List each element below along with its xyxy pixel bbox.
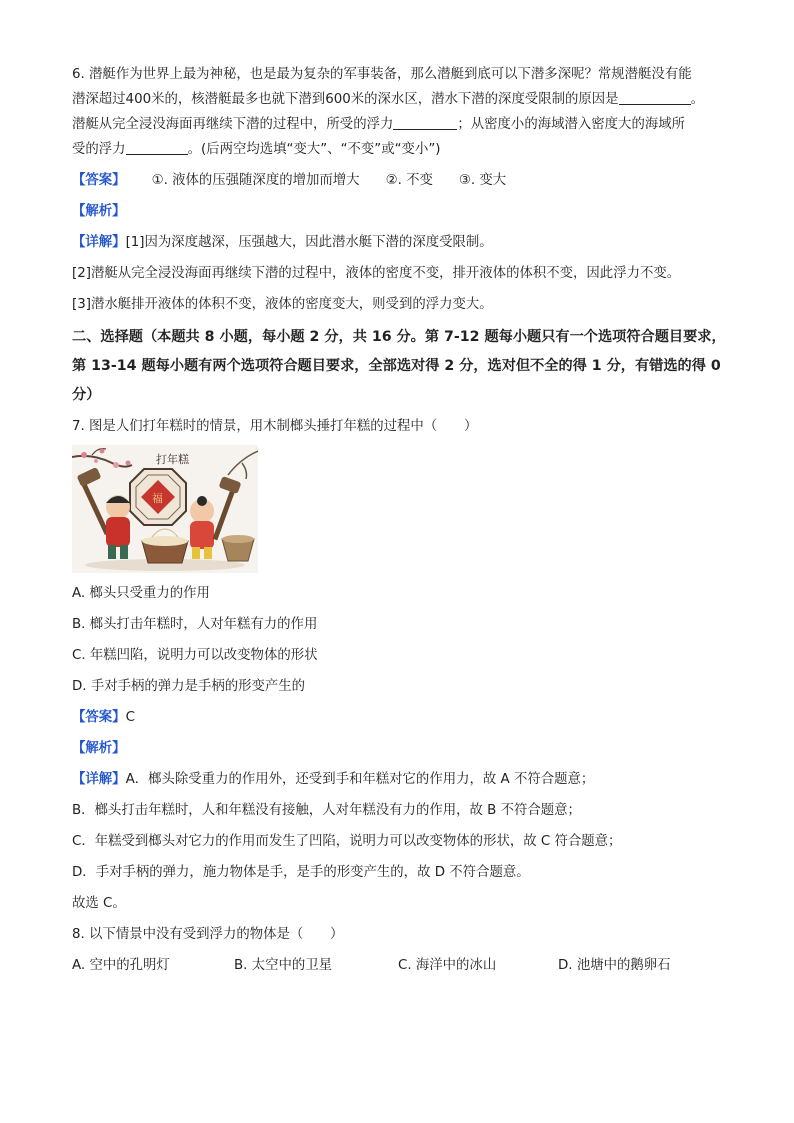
figure-caption: 打年糕: [156, 453, 189, 466]
section-2-heading: 二、选择题（本题共 8 小题，每小题 2 分，共 16 分。第 7-12 题每小题只有一个选项符合题目要求，第 13-14 题每小题有两个选项符合题目要求，全部选对得 2 分，选对但不全的得 1 分，有错选的得 0 分）: [72, 329, 726, 403]
q8-option-a: A. 空中的孔明灯: [72, 958, 170, 973]
q7-detail-d: D．手对手柄的弹力，施力物体是手，是手的形变产生的，故 D 不符合题意。: [72, 865, 530, 880]
q6-blank-3: [126, 140, 188, 155]
q6-detail-3: [3]潜水艇排开液体的体积不变，液体的密度变大，则受到的浮力变大。: [72, 297, 493, 312]
svg-text:福: 福: [152, 492, 163, 505]
q6-line2: [72, 87, 732, 112]
q7-detail-tag: 【详解】: [72, 772, 126, 787]
q6-answer-1: ①. 液体的压强随深度的增加而增大: [151, 173, 360, 188]
q8-options: [72, 953, 732, 978]
q6-line4-text: 受的浮力: [72, 142, 126, 157]
q6-line4: [72, 137, 732, 162]
q6-line3-end: ；从密度小的海域潜入密度大的海域所: [457, 117, 686, 132]
q6-line3-text: 潜艇从完全浸没海面再继续下潜的过程中，所受的浮力: [72, 117, 394, 132]
q7-detail-b: B．榔头打击年糕时，人和年糕没有接触，人对年糕没有力的作用，故 B 不符合题意；: [72, 803, 581, 818]
q6-answer: [72, 168, 732, 193]
q6-detail-2: [2]潜艇从完全浸没海面再继续下潜的过程中，液体的密度不变，排开液体的体积不变，因此浮力不变。: [72, 266, 681, 281]
q8-option-d: D. 池塘中的鹅卵石: [558, 958, 671, 973]
q6-line4-end: 。(后两空均选填“变大”、“不变”或“变小”): [187, 142, 441, 157]
q6-detail-tag: 【详解】: [72, 235, 126, 250]
q6-analysis-tag: [72, 199, 732, 224]
q8-option-c: C. 海洋中的冰山: [398, 958, 497, 973]
q6-analysis-label: 【解析】: [72, 204, 126, 219]
q7-figure-image: [72, 445, 258, 573]
q6-line3: [72, 112, 732, 137]
q7-stem: 7. 图是人们打年糕时的情景，用木制榔头捶打年糕的过程中（ ）: [72, 419, 478, 434]
q7-option-b: B. 榔头打击年糕时，人对年糕有力的作用: [72, 617, 318, 632]
q7-analysis-tag: [72, 736, 732, 761]
right-kid-body: [190, 521, 214, 549]
q6-detail-1: [72, 230, 732, 255]
q6-line1: 6. 潜艇作为世界上最为神秘，也是最为复杂的军事装备，那么潜艇到底可以下潜多深呢？常规潜艇没有能: [72, 67, 692, 82]
q7-option-d: D. 手对手柄的弹力是手柄的形变产生的: [72, 679, 306, 694]
q8-option-b: B. 太空中的卫星: [234, 958, 333, 973]
exam-page: [72, 62, 732, 978]
left-kid-body: [106, 517, 130, 547]
q7-conclusion: 故选 C。: [72, 896, 126, 911]
q7-option-c: C. 年糕凹陷，说明力可以改变物体的形状: [72, 648, 318, 663]
q6-detail-1-text: [1]因为深度越深，压强越大，因此潜水艇下潜的深度受限制。: [125, 235, 493, 250]
q7-detail-c: C．年糕受到榔头对它力的作用而发生了凹陷，说明力可以改变物体的形状，故 C 符合题意；: [72, 834, 622, 849]
q7-answer-tag: 【答案】: [72, 710, 126, 725]
q6-blank-2: [393, 115, 457, 130]
q7-answer: [72, 705, 732, 730]
q6-answer-tag: 【答案】: [72, 173, 126, 188]
q7-detail-a: [72, 767, 732, 792]
q6-blank-1: [619, 90, 691, 105]
q7-analysis-label: 【解析】: [72, 741, 126, 756]
q7-answer-value: C: [125, 710, 135, 725]
q6-answer-2: ②. 不变: [385, 173, 433, 188]
q7-detail-a-text: A．榔头除受重力的作用外，还受到手和年糕对它的作用力，故 A 不符合题意；: [125, 772, 595, 787]
q7-option-a: A. 榔头只受重力的作用: [72, 586, 210, 601]
q6-line2-end: 。: [690, 92, 704, 107]
q6-line2-text: 潜深超过400米的，核潜艇最多也就下潜到600米的深水区，潜水下潜的深度受限制的原因是: [72, 92, 619, 107]
q8-stem: 8. 以下情景中没有受到浮力的物体是（ ）: [72, 927, 344, 942]
q6-answer-3: ③. 变大: [458, 173, 507, 188]
